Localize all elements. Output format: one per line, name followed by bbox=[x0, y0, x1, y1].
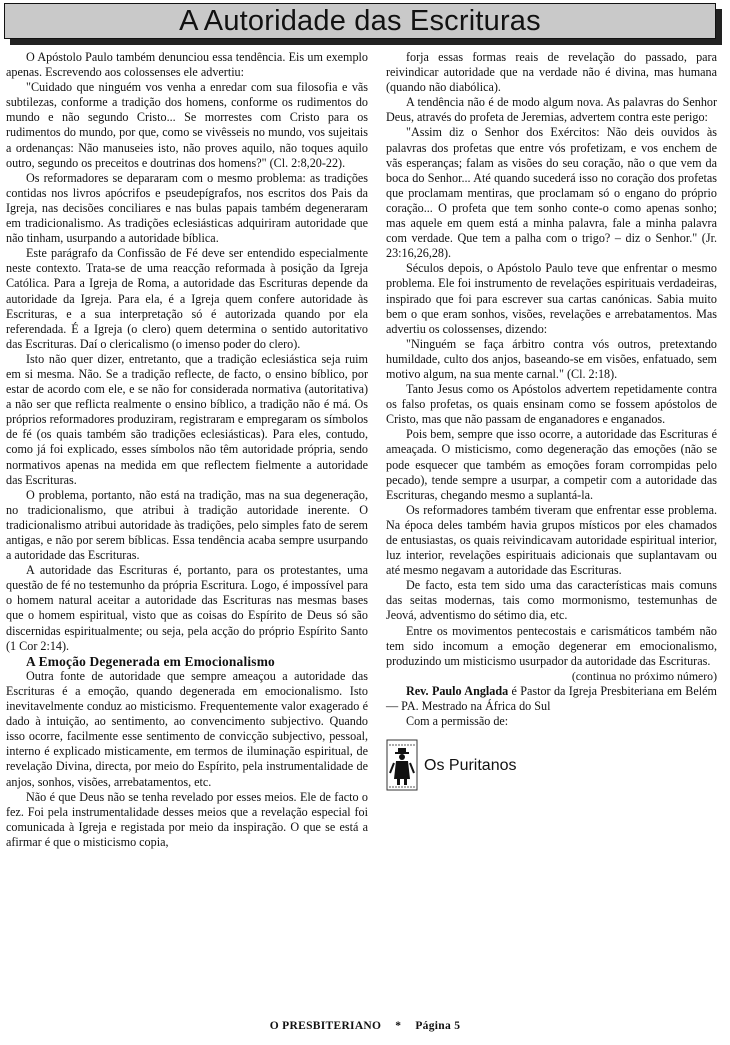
page-title: A Autoridade das Escrituras bbox=[179, 4, 541, 37]
quote-colossians: "Cuidado que ninguém vos venha a enredar com sua filosofia e vãs subtilezas, conforme a tradição dos homens, conforme os rudimentos do mundo e não segundo Cristo... Se morrestes com Cristo para os rudimentos do mundo, por que, como se vivêsseis no mundo, vos sujeitais a ordenanças: Não manuseies isto, não proves aquilo, não toques aquilo outro, segundo os preceitos e doutrinas dos homens?" (Cl. 2:8,20-22). bbox=[6, 80, 368, 170]
paragraph: De facto, esta tem sido uma das características mais comuns das seitas modernas, tais como mormonismo, testemunhas de Jeová, adventismo do sétimo dia, etc. bbox=[386, 578, 717, 623]
quote-jeremiah: "Assim diz o Senhor dos Exércitos: Não deis ouvidos às palavras dos profetas que entre vós profetizam, e vos enchem de vãs esperanças; falam as visões do seu coração, não o que vem da boca do Senhor... Até quando sucederá isso no coração dos profetas que proclamam mentiras, que proclamam só o engano do próprio coração... O profeta que tem sonho conte-o como apenas sonho; mas aquele em quem está a minha palavra, fale a minha palavra com verdade. Que tem a palha com o trigo? – diz o Senhor." (Jr. 23:16,26,28). bbox=[386, 125, 717, 261]
paragraph: Tanto Jesus como os Apóstolos advertem repetidamente contra os falso profetas, os quais ensinam como se fossem apóstolos de Cristo, mas que não passam de enganadores e enganados. bbox=[386, 382, 717, 427]
right-column bbox=[386, 50, 717, 791]
paragraph: Este parágrafo da Confissão de Fé deve ser entendido especialmente neste contexto. Trata-se de uma reacção reformada à posição da Igreja Católica. Para a Igreja de Roma, a autoridade das Escrituras depende da autoridade da Igreja. Para ela, é a Igreja quem confere autoridade às Escrituras, e a sua interpretação só é autorizada quando por ela referendada. É a Igreja (o clero) quem determina o sentido autoritativo das Escrituras. Daí o clericalismo (o imenso poder do clero). bbox=[6, 246, 368, 351]
paragraph: Os reformadores também tiveram que enfrentar esse problema. Na época deles também havia grupos místicos por eles chamados de entusiastas, os quais reivindicavam autoridade espiritual interior, luz interior, revelações espirituais adicionais que suplantavam ou até mesmo negavam a autoridade das Escrituras. bbox=[386, 502, 717, 578]
left-column bbox=[6, 50, 368, 850]
page-footer bbox=[0, 1020, 730, 1032]
paragraph: O Apóstolo Paulo também denunciou essa tendência. Eis um exemplo apenas. Escrevendo aos colossenses ele advertiu: bbox=[6, 50, 368, 80]
paragraph: Os reformadores se depararam com o mesmo problema: as tradições contidas nos livros apócrifos e pseudepígrafos, nos escritos dos Pais da Igreja, nas decisões conciliares e nas bulas papais também degeneraram em tradicionalismo. As tradições eclesiásticas adquiriram autoridade que não tinham, usurpando a autoridade bíblica. bbox=[6, 170, 368, 246]
page-number: Página 5 bbox=[415, 1020, 461, 1032]
puritanos-logo bbox=[386, 739, 717, 791]
paragraph: Isto não quer dizer, entretanto, que a tradição eclesiástica seja ruim em si mesma. Não. Se a tradição reflecte, de facto, o ensino bíblico, por estar de acordo com ele, e se não for considerada normativa (autoritativa) a não ser que reflicta realmente o ensino bíblico, a tradição não é má. Os próprios reformadores produziram, registraram e empregaram os símbolos de fé (os quais também são tradições eclesiásticas). Para eles, contudo, como já foi explicado, esses símbolos não têm autoridade própria, sendo normativos apenas na medida em que reflectem fielmente a autoridade das Escrituras. bbox=[6, 351, 368, 487]
paragraph: Séculos depois, o Apóstolo Paulo teve que enfrentar o mesmo problema. Ele foi instrumento de revelações espirituais verdadeiras, inspirado que foi para escrever sua cartas canónicas. Sabia muito bem o que eram sonhos, visões, revelações e arrebatamentos. Mas advertiu os colossenses, dizendo: bbox=[386, 261, 717, 336]
section-heading: A Emoção Degenerada em Emocionalismo bbox=[26, 653, 275, 669]
footer-separator: * bbox=[395, 1020, 402, 1032]
paragraph: Não é que Deus não se tenha revelado por esses meios. Ele de facto o fez. Foi pela instrumentalidade desses meios que a revelação especial foi comunicada à Igreja e registada por meio da inspiração. O que se está a afirmar é que o misticismo copia, bbox=[6, 789, 368, 849]
continuation-note: (continua no próximo número) bbox=[571, 668, 717, 683]
logo-text: Os Puritanos bbox=[424, 756, 517, 774]
paragraph: Outra fonte de autoridade que sempre ameaçou a autoridade das Escrituras é a emoção, quando degenerada em emocionalismo. Isto inevitavelmente conduz ao misticismo. Frequentemente valor exagerado é dado à intuição, ao sentimento, ao convencimento subjectivo. Quando isso ocorre, facilmente esse sentimento de convicção subjectivo, pessoal, interno é explicado misticamente, em termos de iluminação espiritual, de revelação Divina, directa, por meio do Espírito, pela instrumentalidade de anjos, sonhos, visões, arrebatamentos, etc. bbox=[6, 668, 368, 789]
author-note bbox=[386, 684, 717, 714]
puritan-figure-icon bbox=[386, 739, 418, 791]
paragraph: Entre os movimentos pentecostais e carismáticos também não tem sido incomum a emoção degenerar em emocionalismo, produzindo um misticismo usurpador da autoridade das Escrituras. bbox=[386, 623, 717, 668]
paragraph: A tendência não é de modo algum nova. As palavras do Senhor Deus, através do profeta de Jeremias, advertem contra este perigo: bbox=[386, 95, 717, 125]
permission-note: Com a permissão de: bbox=[406, 714, 509, 729]
title-banner bbox=[4, 3, 716, 39]
paragraph: Pois bem, sempre que isso ocorre, a autoridade das Escrituras é ameaçada. O misticismo, como degeneração das emoções (não se pode esquecer que também as emoções foram corrompidas pelo pecado), tende sempre a usurpar, a competir com a autoridade das Escrituras, chegando mesmo a suplantá-la. bbox=[386, 427, 717, 502]
paragraph: O problema, portanto, não está na tradição, mas na sua degeneração, no tradicionalismo, que atribui à tradição autoridade inerente. O tradicionalismo atribui autoridade às tradições, pelo simples fato de serem antigas, e não por serem bíblicas. Essa tendência acaba sempre usurpando a autoridade das Escrituras. bbox=[6, 487, 368, 563]
author-name: Rev. Paulo Anglada bbox=[406, 683, 509, 698]
paragraph: A autoridade das Escrituras é, portanto, para os protestantes, uma questão de fé no testemunho da própria Escritura. Logo, é impossível para o homem natural aceitar a autoridade das Escrituras nas mesmas bases que o homem espiritual, visto que as coisas do Espírito de Deus só são discernidas espiritualmente; ou seja, pela acção do próprio Espírito Santo (1 Cor 2:14). bbox=[6, 563, 368, 653]
quote-colossians-2: "Ninguém se faça árbitro contra vós outros, pretextando humildade, culto dos anjos, baseando-se em visões, enfatuado, sem motivo algum, na sua mente carnal." (Cl. 2:18). bbox=[386, 336, 717, 381]
author-bio: é Pastor da Igreja Presbiteriana em Belém — PA. Mestrado na África do Sul bbox=[386, 683, 717, 714]
publication-name: O PRESBITERIANO bbox=[269, 1020, 382, 1032]
paragraph: forja essas formas reais de revelação do passado, para reivindicar autoridade que na verdade não é divina, mas humana (quando não diabólica). bbox=[386, 50, 717, 95]
